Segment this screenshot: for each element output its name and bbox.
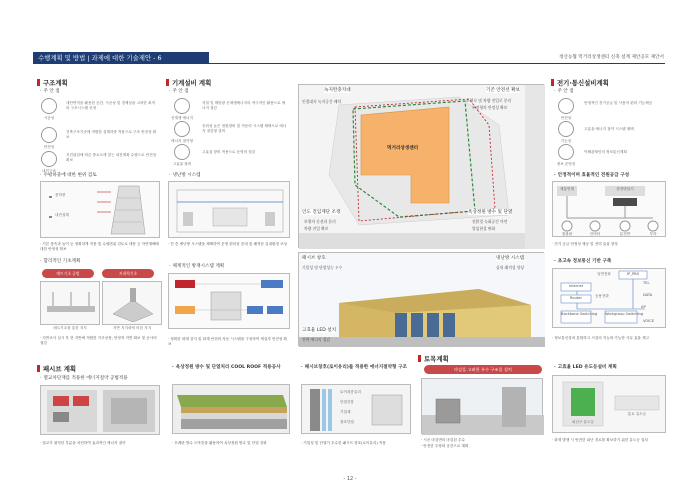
electrical-icon-label: 안전성: [560, 116, 572, 120]
passive-title: 패시브 계획: [37, 365, 76, 373]
power-node-label: 한전변압기: [616, 187, 634, 191]
led-corridor-label: 통로 유도등: [627, 412, 647, 416]
mat-foundation-caption: 매트기초를 통한 지지: [53, 326, 87, 330]
window-caption: · 기밀성 및 단열이 우수한 패시브 창호(로이유리) 적용: [301, 441, 411, 446]
document-title: 청산농협 먹거리상생센터 신축 설계 제안공모 제안서: [559, 55, 664, 60]
window-part-label: 단열간봉: [340, 400, 354, 404]
hvac-render-sub: 실내 쾌적성 향상: [496, 265, 525, 270]
wind-load-diagram: [40, 181, 160, 238]
network-caption: · 정보통신설비 통합하고 시설의 지능화 가능한 사무 효율 제고: [552, 336, 666, 341]
led-render-sub: 전력 에너지 절감: [302, 337, 331, 342]
electrical-safety-icon: [558, 98, 574, 114]
civil-photo: [421, 378, 543, 434]
mat-foundation-tag: 매트기초 공법: [42, 269, 94, 278]
wind-load-title: · 수평하중에 대한 변위 검토: [40, 173, 97, 179]
rooftop-label: 옥상정원 방수 및 단열: [468, 210, 513, 215]
window-section-diagram: [301, 384, 411, 434]
hvac-title: · 냉난방 시스템: [169, 173, 201, 179]
bearing-foundation-caption: 지반 지지력에 의한 지지: [112, 326, 152, 330]
civil-subtitle: 마감을 고려한 우수 구조물 설치: [424, 365, 542, 374]
mat-foundation-diagram: [40, 281, 100, 325]
window-part-label: 기밀재: [340, 410, 351, 414]
network-node-label: 공용전화: [595, 294, 609, 298]
rooftop-sub2: 열섬현상 완화: [472, 226, 496, 231]
roof-section-graphic: [173, 385, 291, 435]
wind-load-label: 풍하중: [55, 193, 66, 197]
power-node-label: 계통연계: [560, 187, 574, 191]
functionality-icon: [558, 121, 574, 137]
wind-load-graphic: [41, 182, 161, 239]
mechanical-icon-label: 고효율 장비: [172, 162, 192, 166]
info-operation-icon: [558, 144, 574, 160]
network-title: · 초고속 정보통신 기반 구축: [554, 259, 611, 265]
constructability-icon: [41, 98, 57, 114]
mechanical-item-text: 지열 및 태양광 신재생에너지의 적극적인 활용으로 에너지 절감: [202, 101, 286, 110]
led-exit-label: 피난구 유도등: [572, 420, 594, 424]
hvac-caption: · 전 층 냉난방 시스템을 채택하여 운영 편의성 증대 및 쾌적한 실내환경 조성: [168, 242, 290, 247]
mechanical-title: 기계설비 계획: [166, 79, 211, 87]
network-node-label: AP: [641, 305, 646, 309]
led-caption: · 화재 발생 시 안전한 피난 경로를 확보하기 위한 유도등 설치: [552, 438, 666, 443]
mechanical-item-text: 고효율 장비 적용으로 운영비 절감: [202, 150, 256, 154]
roof-caption: · 우레탄 방수 도막층을 활용하여 옥상정원 방수 및 단열 강화: [172, 441, 290, 446]
electrical-title: 전기·통신설비계획: [551, 79, 609, 87]
energy-saving-icon: [174, 121, 190, 137]
fire-system-graphic: [169, 274, 291, 330]
led-graphic: [553, 376, 667, 434]
led-render-label: 고효율 LED 설치: [302, 328, 337, 333]
structure-item-text: 건축구조기준에 적합한 설계하중 적용으로 구조 안전성 확보: [66, 130, 157, 139]
ramp-sub1: 보행자 동선과 분리: [304, 219, 336, 224]
led-title: · 고효율 LED 유도등설비 계획: [554, 365, 617, 371]
power-node-label: 인버터: [589, 232, 601, 236]
electrical-icon-label: 정보 운영성: [556, 162, 576, 166]
page-title: 수행계획 및 방법 | 과제에 대한 기술제안 - 6: [33, 52, 209, 64]
passive-subtitle: · 열교차단재를 적용한 에너지절약 공법적용: [40, 376, 128, 382]
electrical-policy-label: · 주 안 점: [554, 89, 574, 95]
renewable-energy-icon: [174, 98, 190, 114]
safety-icon: [41, 127, 57, 143]
civil-title: 토목계획: [418, 355, 449, 363]
green-buffer-sub: 인접대지 녹지공간 배치: [302, 99, 342, 104]
network-node-label: IP_PBX: [626, 272, 640, 276]
electrical-item-text: 고효율 에너지 절약 시스템 채택: [584, 127, 634, 131]
power-node-label: 분전반: [619, 232, 631, 236]
network-node-label: Router: [570, 296, 582, 300]
passive-window-label: 패시브 창호: [302, 256, 326, 261]
mechanical-policy-label: · 주 안 점: [169, 89, 189, 95]
power-node-label: 부하: [649, 232, 657, 236]
wind-load-caption: · 기본 풍속과 높이 등 정확하게 적용 및 수평변위 검토로 태풍 등 자연재해에 대한 안정성 확보: [40, 242, 160, 252]
electrical-item-text: 이해관계인의 정보통신계획: [584, 150, 627, 154]
structure-policy-label: · 주 안 점: [40, 89, 60, 95]
civil-caption-2: · 안전한 우장화 공간으로 계획: [421, 444, 543, 449]
window-part-label: 창호단열: [340, 420, 354, 424]
page-header: [0, 0, 700, 60]
window-title: · 패시브창호(로이유리)를 적용한 에너지절약형 구조: [301, 365, 409, 371]
high-efficiency-icon: [174, 144, 190, 160]
passive-photo: [40, 385, 160, 435]
foundation-title: · 합리적인 기초계획: [40, 259, 80, 265]
power-title: · 안정적이며 효율적인 전원공급 구성: [554, 173, 629, 179]
network-node-label: Internet: [568, 284, 584, 288]
network-node-label: Workgroup Switching: [605, 312, 644, 316]
safety-line-label: 기존 안전선 확보: [486, 88, 520, 93]
site-plan-graphic: [299, 85, 545, 249]
safety-line-sub2: 부정형의 안정성 확보: [472, 105, 508, 110]
mechanical-icon-label: 에너지 절약형: [171, 139, 193, 143]
structure-title: 구조계획: [37, 79, 68, 87]
network-node-label: VOICE: [643, 319, 655, 323]
passive-graphic: [41, 386, 161, 436]
ramp-label: 인도 진입계단 조정: [302, 210, 341, 215]
rooftop-sub1: 친환경 녹화공간 마련: [472, 219, 508, 224]
bearing-foundation-graphic: [103, 282, 163, 326]
smoke-caption: · 정확한 화재 감지 및 화재 안전의 자동 시스템을 구성하여 재실자 안전성 확보: [168, 337, 290, 347]
civil-caption-1: · 시공 마감면의 마감된 우수: [421, 438, 543, 443]
structure-icon-label: 안전성: [43, 145, 55, 149]
seismic-icon: [41, 151, 57, 167]
mechanical-item-text: 신뢰성 높은 열원장비 및 저동력 시스템 채택으로 에너지 절감형 설비: [202, 124, 287, 133]
mat-foundation-graphic: [41, 282, 101, 326]
fire-system-diagram: [168, 273, 290, 329]
bearing-foundation-diagram: [102, 281, 162, 325]
electrical-icon-label: 기능성: [560, 139, 572, 143]
led-photo: [552, 375, 666, 433]
structure-icon-label: 내진구조: [42, 169, 56, 173]
structure-item-text: 지진위험에 따른 중요도에 맞는 내진계획 수립으로 안전성 확보: [66, 153, 157, 162]
network-diagram: [552, 268, 666, 328]
structure-icon-label: 시공성: [43, 116, 55, 120]
power-caption: · 전기 공급 안정성 제공 및 전력 효율 향상: [552, 242, 666, 247]
network-node-label: Backbone Switching: [561, 312, 598, 316]
passive-window-sub: 기밀성 및 단열성능 우수: [302, 265, 343, 270]
mechanical-icon-label: 신재생 에너지: [171, 116, 193, 120]
ramp-sub2: 차량 진입 확보: [304, 226, 329, 231]
power-diagram: [552, 181, 666, 237]
passive-caption: · 열교가 취약한 부분을 차단하여 효과적인 에너지 절약: [40, 441, 160, 446]
civil-graphic: [422, 379, 544, 435]
network-node-label: TEL: [643, 281, 650, 285]
hvac-render-label: 냉난방 시스템: [496, 256, 525, 261]
roof-section-diagram: [172, 384, 290, 434]
header-divider: [33, 63, 665, 64]
safety-line-sub1: 보행로 및 차량 진입로 분리: [466, 98, 512, 103]
electrical-item-text: 안정적인 전기공급 및 사용자 편의 기능제공: [584, 101, 653, 105]
page-number: - 12 -: [343, 476, 357, 482]
hvac-diagram: [168, 181, 290, 238]
bearing-foundation-tag: 지내력기초: [102, 269, 154, 278]
roof-title: · 옥상정원 방수 및 단열처리 COOL ROOF 적용공사: [172, 365, 290, 371]
seismic-load-label: 내진설계: [55, 213, 69, 217]
hvac-graphic: [169, 182, 291, 239]
power-node-label: 집광판: [561, 232, 573, 236]
network-node-label: DATA: [643, 293, 653, 297]
window-part-label: 로이복층유리: [340, 390, 361, 394]
foundation-caption: · 지반조사 실시 후 현 지반에 적합한 기초선정, 안정적 지반 확보 및 공사비 절감: [40, 336, 160, 346]
network-node-label: 일반전화: [597, 272, 611, 276]
structure-item-text: 대단면적을 활용한 공간, 시공성 및 경제성을 고려한 최적의 구조시스템 선정: [66, 101, 155, 110]
smoke-title: · 체계적인 방재시스템 계획: [169, 264, 224, 270]
center-building-label: 먹거리상생센터: [387, 146, 419, 151]
green-buffer-label: 녹지완충지대: [324, 88, 351, 93]
